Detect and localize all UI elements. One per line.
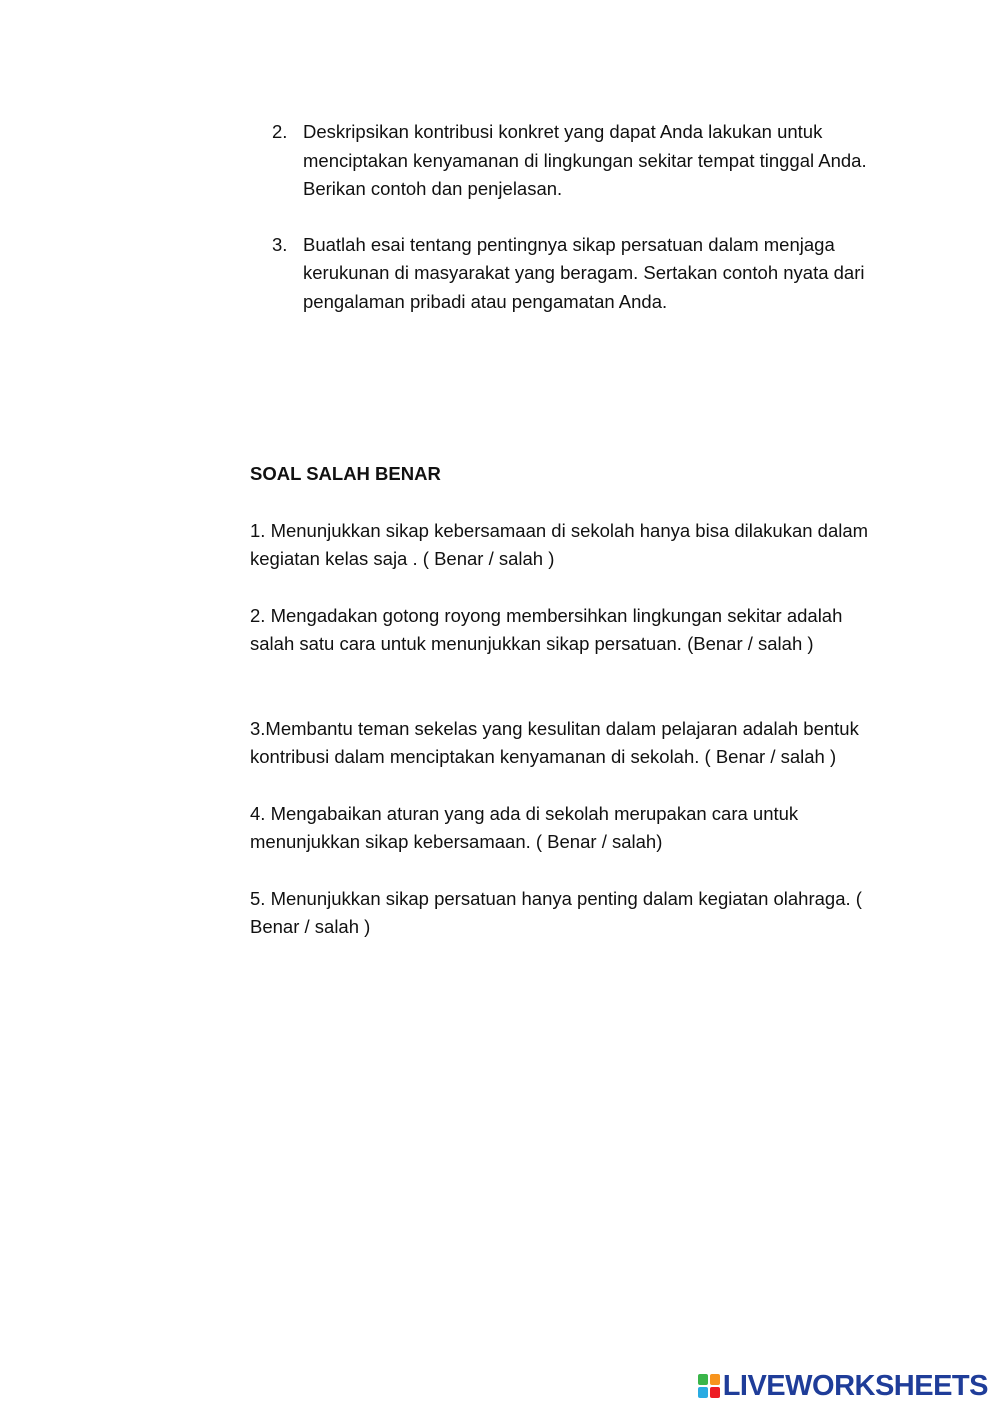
essay-question-number: 2. <box>272 121 288 142</box>
essay-question-text: Deskripsikan kontribusi konkret yang dapat Anda lakukan untuk menciptakan kenyamanan di lingkungan sekitar tempat tinggal Anda. Berikan contoh dan penjelasan. <box>303 121 867 199</box>
section-heading: SOAL SALAH BENAR <box>250 463 441 484</box>
true-false-question: 2. Mengadakan gotong royong membersihkan lingkungan sekitar adalah salah satu cara untuk menunjukkan sikap persatuan. (Benar / salah ) <box>250 604 843 654</box>
brand-name: LIVEWORKSHEETS <box>722 1369 988 1402</box>
liveworksheets-logo-icon <box>698 1374 720 1398</box>
logo-cell-i <box>710 1374 720 1385</box>
essay-question <box>272 231 872 317</box>
essay-question-text: Buatlah esai tentang pentingnya sikap persatuan dalam menjaga kerukunan di masyarakat yang beragam. Sertakan contoh nyata dari pengalaman pribadi atau pengamatan Anda. <box>303 233 865 312</box>
true-false-question: 5. Menunjukkan sikap persatuan hanya penting dalam kegiatan olahraga. ( Benar / salah ) <box>250 887 862 937</box>
logo-cell-e <box>710 1387 720 1398</box>
true-false-section <box>250 460 890 970</box>
essay-question <box>272 118 872 204</box>
true-false-question: 3.Membantu teman sekelas yang kesulitan dalam pelajaran adalah bentuk kontribusi dalam menciptakan kenyamanan di sekolah. ( Benar / salah ) <box>250 717 859 767</box>
liveworksheets-brand <box>698 1368 988 1404</box>
logo-cell-v <box>698 1387 708 1398</box>
essay-question-list <box>272 118 872 343</box>
true-false-question: 4. Mengabaikan aturan yang ada di sekolah merupakan cara untuk menunjukkan sikap kebersamaan. ( Benar / salah) <box>250 802 799 852</box>
logo-cell-l <box>698 1374 708 1385</box>
essay-question-number: 3. <box>272 233 288 255</box>
true-false-question: 1. Menunjukkan sikap kebersamaan di sekolah hanya bisa dilakukan dalam kegiatan kelas saja . ( Benar / salah ) <box>250 519 869 569</box>
